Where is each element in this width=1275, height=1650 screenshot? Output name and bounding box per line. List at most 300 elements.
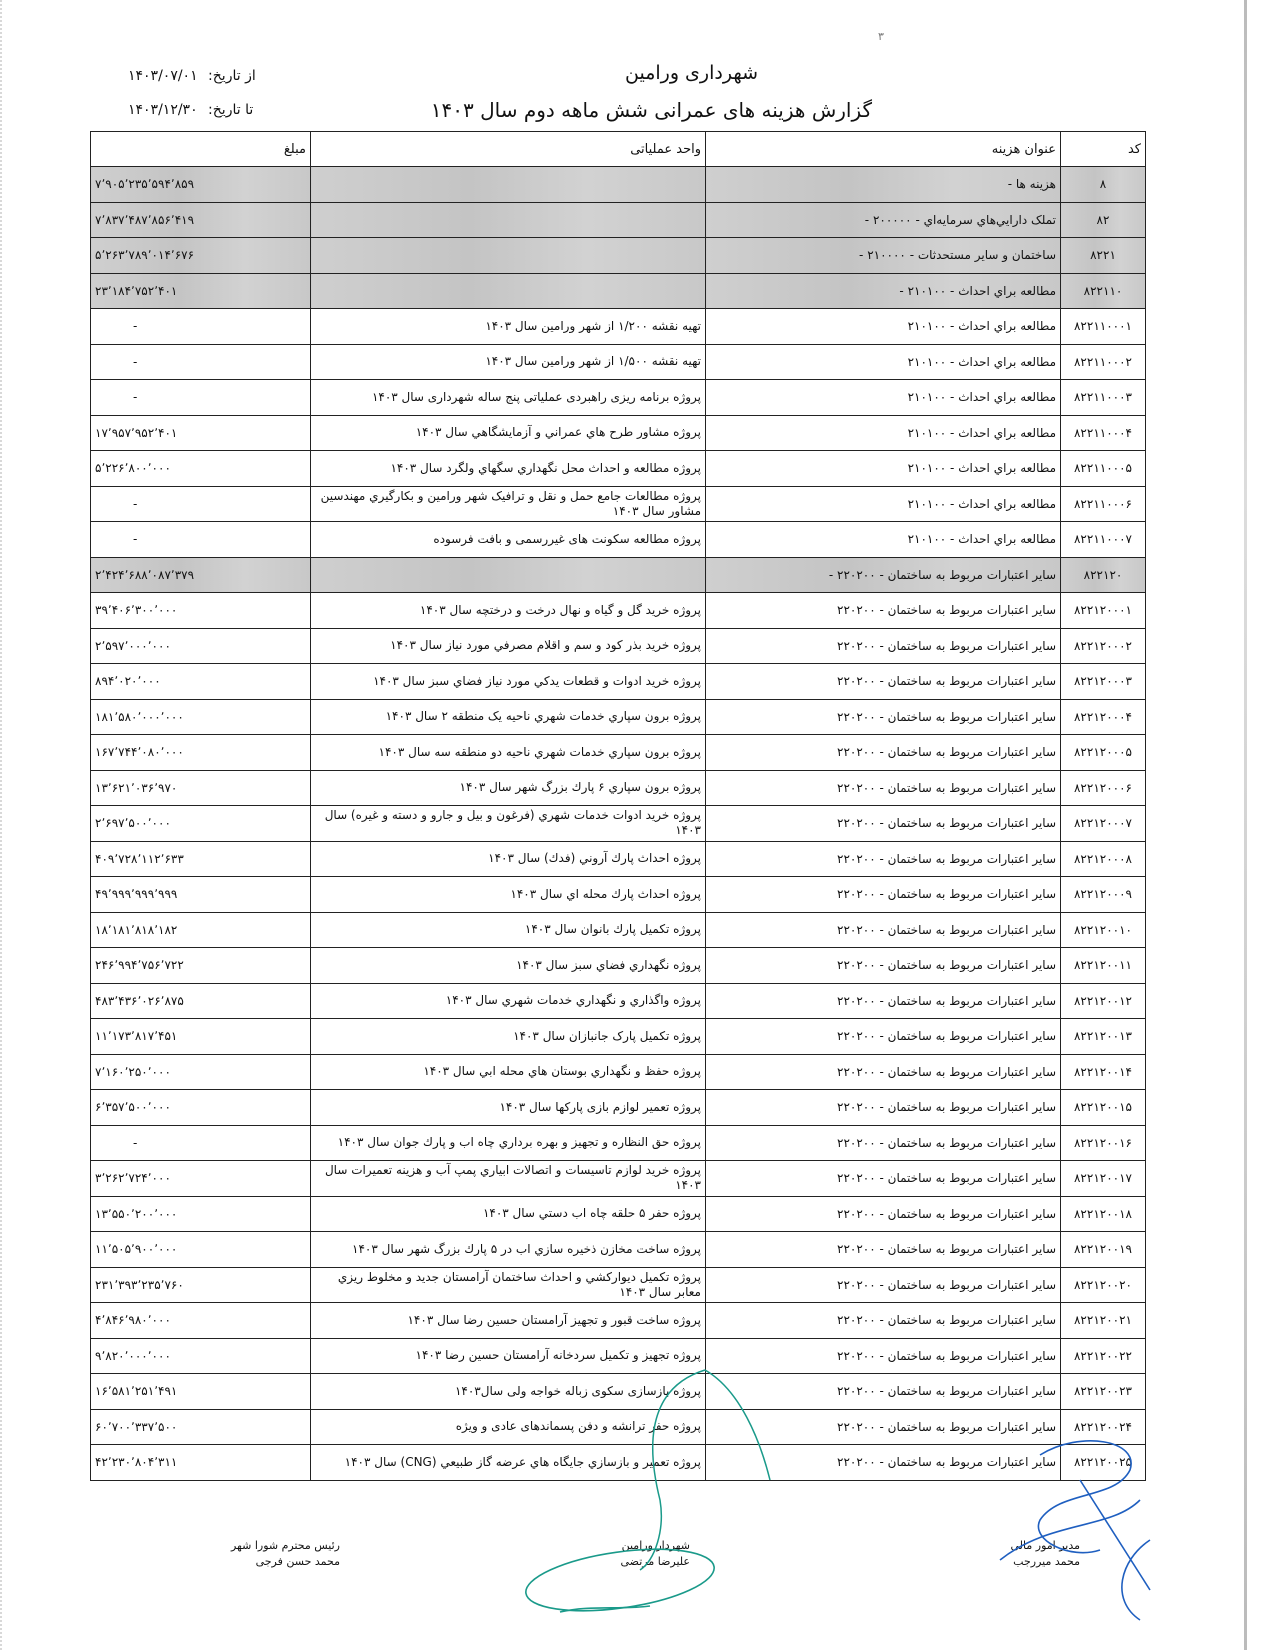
cell-code-text: ۸۲۲۱۲۰۰۰۴ [1073, 709, 1132, 724]
cell-title [706, 983, 1061, 1019]
cell-amount-text: ۵٬۲۶۳٬۷۸۹٬۰۱۴٬۶۷۶ [95, 248, 195, 263]
table-row [91, 1125, 1146, 1161]
cell-title-text: مطالعه براي احداث - ۲۱۰۱۰۰ [907, 425, 1056, 440]
cell-amount [91, 1125, 311, 1161]
cell-amount [91, 841, 311, 877]
cell-code-text: ۸۲۲۱۱۰۰۰۵ [1073, 461, 1132, 476]
cell-amount-text: ۱۳٬۵۵۰٬۲۰۰٬۰۰۰ [95, 1206, 178, 1221]
table-row [91, 1090, 1146, 1126]
cell-unit-text: پروژه خريد لوازم تاسيسات و اتصالات ابياري پمپ آب و هزينه تعميرات سال ۱۴۰۳ [324, 1163, 701, 1193]
cell-code-text: ۸۲۲۱۲۰۰۲۵ [1073, 1455, 1132, 1470]
cell-amount-text: ۱۶۷٬۷۴۴٬۰۸۰٬۰۰۰ [95, 745, 184, 760]
cell-amount-text: - [133, 354, 138, 369]
cell-unit [311, 238, 706, 274]
cell-code-text: ۸۲۲۱۲۰۰۱۴ [1073, 1064, 1132, 1079]
cell-unit-text: پروژه مشاور طرح هاي عمراني و آزمايشگاهي سال ۱۴۰۳ [415, 425, 701, 440]
cell-title-text: ساير اعتبارات مربوط به ساختمان - ۲۲۰۲۰۰ [837, 674, 1056, 689]
table-row [91, 1374, 1146, 1410]
cell-title [706, 1303, 1061, 1339]
cell-title [706, 202, 1061, 238]
cell-code [1061, 167, 1146, 203]
cell-amount [91, 557, 311, 593]
cell-code [1061, 1161, 1146, 1197]
page-number-mark: ۳ [878, 30, 884, 43]
cell-amount-text: - [133, 496, 138, 511]
cell-amount-text: - [133, 532, 138, 547]
cell-code [1061, 1054, 1146, 1090]
cell-unit [311, 806, 706, 842]
cell-amount [91, 344, 311, 380]
cell-amount-text: ۵٬۲۲۶٬۸۰۰٬۰۰۰ [95, 461, 171, 476]
cell-amount [91, 486, 311, 522]
cell-amount [91, 1196, 311, 1232]
cell-code [1061, 344, 1146, 380]
cell-code-text: ۸۲۲۱۲۰۰۰۸ [1073, 851, 1132, 866]
table-row [91, 948, 1146, 984]
cell-unit-text: پروژه مطالعه سکونت های غیررسمی و بافت فرسوده [433, 531, 701, 546]
signature-mayor [620, 1538, 690, 1570]
cell-unit-text: تهیه نقشه ۱/۵۰۰ از شهر ورامین سال ۱۴۰۳ [485, 354, 701, 369]
cell-title [706, 238, 1061, 274]
cell-title [706, 664, 1061, 700]
cell-code-text: ۸۲۲۱ [1090, 248, 1116, 263]
table-row [91, 451, 1146, 487]
signature-role: رئیس محترم شورا شهر [230, 1539, 340, 1552]
cell-title [706, 1338, 1061, 1374]
cell-code [1061, 593, 1146, 629]
cell-amount [91, 522, 311, 558]
cell-title [706, 841, 1061, 877]
cell-code [1061, 238, 1146, 274]
cell-code-text: ۸۲۲۱۲۰۰۱۶ [1073, 1135, 1132, 1150]
cell-code [1061, 415, 1146, 451]
cell-unit [311, 699, 706, 735]
cell-unit-text: پروژه تعمير و بازسازي جايگاه هاي عرضه گاز طبيعي (CNG) سال ۱۴۰۳ [344, 1454, 701, 1469]
cell-amount [91, 877, 311, 913]
cell-unit [311, 948, 706, 984]
table-row [91, 841, 1146, 877]
cell-amount-text: ۱۷٬۹۵۷٬۹۵۲٬۴۰۱ [95, 425, 178, 440]
cell-title-text: ساير اعتبارات مربوط به ساختمان - ۲۲۰۲۰۰ [837, 993, 1056, 1008]
cell-code [1061, 664, 1146, 700]
table-row [91, 1196, 1146, 1232]
cell-amount [91, 983, 311, 1019]
cell-amount-text: ۱۱٬۵۰۵٬۹۰۰٬۰۰۰ [95, 1242, 178, 1257]
column-header-code: کد [1061, 132, 1146, 167]
table-group-row [91, 557, 1146, 593]
cell-unit [311, 486, 706, 522]
cell-unit-text: پروژه خريد گل و گياه و نهال درخت و درختچه سال ۱۴۰۳ [419, 602, 701, 617]
cell-code-text: ۸۲۲۱۲۰۰۰۱ [1073, 603, 1132, 618]
cell-title-text: هزینه ها - [1007, 177, 1056, 192]
cell-code-text: ۸۲۲۱۲۰۰۲۰ [1073, 1277, 1132, 1292]
cell-code-text: ۸۲۲۱۲۰۰۰۵ [1073, 745, 1132, 760]
cell-amount [91, 1090, 311, 1126]
cell-title-text: ساير اعتبارات مربوط به ساختمان - ۲۲۰۲۰۰ [837, 816, 1056, 831]
cell-code [1061, 1267, 1146, 1303]
cell-amount [91, 451, 311, 487]
cell-amount-text: ۱۶٬۵۸۱٬۲۵۱٬۴۹۱ [95, 1384, 178, 1399]
cell-unit [311, 1232, 706, 1268]
table-row [91, 877, 1146, 913]
cell-code [1061, 309, 1146, 345]
cell-unit-text: پروژه بازسازی سکوی زباله خواجه ولی سال۱۴۰۳ [454, 1383, 701, 1398]
cell-title-text: ساير اعتبارات مربوط به ساختمان - ۲۲۰۲۰۰ [837, 1206, 1056, 1221]
cell-unit [311, 1161, 706, 1197]
cell-amount [91, 309, 311, 345]
cell-code-text: ۸۲۲۱۲۰۰۱۱ [1073, 958, 1132, 973]
cell-code [1061, 1338, 1146, 1374]
table-row [91, 628, 1146, 664]
cell-unit [311, 202, 706, 238]
cell-title [706, 1374, 1061, 1410]
cell-title [706, 1125, 1061, 1161]
date-to-label: تا تاریخ: [208, 102, 254, 118]
cell-unit-text: پروژه مطالعه و احداث محل نگهداري سگهاي ولگرد سال ۱۴۰۳ [390, 460, 701, 475]
cell-code-text: ۸۲۲۱۲۰۰۰۷ [1073, 816, 1132, 831]
signature-name: محمد میررجب [1013, 1555, 1080, 1568]
cell-code [1061, 1303, 1146, 1339]
table-row [91, 415, 1146, 451]
cell-title [706, 486, 1061, 522]
cell-code-text: ۸۲۲۱۲۰۰۱۳ [1073, 1029, 1132, 1044]
cell-amount [91, 1267, 311, 1303]
cell-title-text: ساير اعتبارات مربوط به ساختمان - ۲۲۰۲۰۰ [837, 1171, 1056, 1186]
cell-unit-text: پروژه تعمير لوازم بازی پارکها سال ۱۴۰۳ [499, 1099, 701, 1114]
table-row [91, 309, 1146, 345]
cell-amount [91, 1054, 311, 1090]
cell-code-text: ۸۲۲۱۱۰۰۰۱ [1073, 319, 1132, 334]
cell-amount-text: ۱۱٬۱۷۳٬۸۱۷٬۴۵۱ [95, 1029, 178, 1044]
cell-code [1061, 522, 1146, 558]
cell-amount [91, 238, 311, 274]
cell-title-text: ساير اعتبارات مربوط به ساختمان - ۲۲۰۲۰۰ [837, 638, 1056, 653]
cell-code-text: ۸۲۲۱۲۰۰۱۷ [1073, 1171, 1132, 1186]
cell-unit [311, 273, 706, 309]
cell-unit [311, 1125, 706, 1161]
cell-unit [311, 1374, 706, 1410]
cell-amount-text: ۲٬۶۹۷٬۵۰۰٬۰۰۰ [95, 816, 171, 831]
cell-amount-text: ۴۲٬۲۳۰٬۸۰۴٬۳۱۱ [95, 1455, 178, 1470]
cell-amount [91, 1374, 311, 1410]
cell-title-text: تملک دارايي‌هاي سرمايه‌اي - ۲۰۰۰۰۰ - [864, 212, 1056, 227]
table-row [91, 1303, 1146, 1339]
cell-unit [311, 380, 706, 416]
cell-title [706, 1232, 1061, 1268]
cell-code [1061, 202, 1146, 238]
cell-amount [91, 202, 311, 238]
cell-title-text: ساختمان و ساير مستحدثات - ۲۱۰۰۰۰ - [859, 248, 1056, 263]
table-row [91, 1445, 1146, 1481]
cell-unit [311, 1303, 706, 1339]
cell-unit [311, 557, 706, 593]
cell-unit [311, 1445, 706, 1481]
cell-title [706, 273, 1061, 309]
cell-amount [91, 1409, 311, 1445]
cell-code-text: ۸۲۲۱۲۰۰۱۸ [1073, 1206, 1132, 1221]
cell-title [706, 593, 1061, 629]
table-group-row [91, 238, 1146, 274]
cell-amount-text: - [133, 1135, 138, 1150]
cell-unit-text: پروژه احداث پارك محله اي سال ۱۴۰۳ [510, 886, 701, 901]
table-group-row [91, 167, 1146, 203]
cell-unit-text: پروژه حفظ و نگهداري بوستان هاي محله ابي سال ۱۴۰۳ [423, 1064, 701, 1079]
cell-title-text: مطالعه براي احداث - ۲۱۰۱۰۰ - [899, 283, 1056, 298]
date-from-value: ۱۴۰۳/۰۷/۰۱ [128, 68, 198, 84]
cell-title [706, 1161, 1061, 1197]
cell-unit-text: پروژه تجهیز و تکمیل سردخانه آرامستان حسین رضا ۱۴۰۳ [415, 1348, 701, 1363]
cell-amount-text: ۲۳۱٬۳۹۳٬۲۳۵٬۷۶۰ [95, 1277, 184, 1292]
cell-code-text: ۸۲۲۱۱۰۰۰۷ [1073, 532, 1132, 547]
cell-code [1061, 1374, 1146, 1410]
cell-unit-text: پروژه خريد ادوات خدمات شهري (فرغون و بيل و جارو و دسته و غيره) سال ۱۴۰۳ [324, 808, 701, 838]
cell-title-text: ساير اعتبارات مربوط به ساختمان - ۲۲۰۲۰۰ [837, 887, 1056, 902]
cell-code [1061, 948, 1146, 984]
cell-unit [311, 983, 706, 1019]
table-row [91, 1019, 1146, 1055]
cell-amount [91, 273, 311, 309]
cell-title-text: مطالعه براي احداث - ۲۱۰۱۰۰ [907, 532, 1056, 547]
cell-unit-text: پروژه احداث پارك آروني (فدك) سال ۱۴۰۳ [488, 851, 701, 866]
cell-code-text: ۸۲۲۱۲۰۰۲۲ [1073, 1348, 1132, 1363]
cell-code [1061, 770, 1146, 806]
cell-title [706, 735, 1061, 771]
cell-title [706, 451, 1061, 487]
signature-council-head [231, 1538, 340, 1570]
cell-title-text: ساير اعتبارات مربوط به ساختمان - ۲۲۰۲۰۰ [837, 851, 1056, 866]
cell-title [706, 557, 1061, 593]
table-body [91, 167, 1146, 1481]
cell-code [1061, 273, 1146, 309]
date-to [128, 102, 253, 118]
cell-code [1061, 1196, 1146, 1232]
cell-unit-text: تهیه نقشه ۱/۲۰۰ از شهر ورامین سال ۱۴۰۳ [485, 318, 701, 333]
cell-unit [311, 770, 706, 806]
cell-title-text: ساير اعتبارات مربوط به ساختمان - ۲۲۰۲۰۰ [837, 922, 1056, 937]
cell-amount-text: ۱۸٬۱۸۱٬۸۱۸٬۱۸۲ [95, 922, 178, 937]
table-row [91, 380, 1146, 416]
cell-title [706, 770, 1061, 806]
table-group-row [91, 273, 1146, 309]
cell-unit-text: پروژه تكميل ديواركشي و احداث ساختمان آرامستان جديد و مخلوط ريزي معابر سال ۱۴۰۳ [337, 1269, 701, 1299]
cell-title [706, 699, 1061, 735]
scan-edge-shadow [1244, 0, 1247, 1650]
cell-unit [311, 309, 706, 345]
cell-title [706, 1019, 1061, 1055]
cell-title-text: ساير اعتبارات مربوط به ساختمان - ۲۲۰۲۰۰ [837, 1455, 1056, 1470]
cell-code-text: ۸۲۲۱۲۰۰۱۵ [1073, 1100, 1132, 1115]
cell-code-text: ۸۲۲۱۲۰۰۱۰ [1073, 922, 1132, 937]
cell-amount [91, 1232, 311, 1268]
cell-code [1061, 451, 1146, 487]
cell-unit [311, 522, 706, 558]
cell-code-text: ۸۲۲۱۲۰۰۰۶ [1073, 780, 1132, 795]
cell-code-text: ۸۲۲۱۱۰۰۰۳ [1073, 390, 1132, 405]
cell-title [706, 380, 1061, 416]
cell-unit [311, 344, 706, 380]
cell-unit-text: پروژه برون سپاري ۶ پارك بزرگ شهر سال ۱۴۰۳ [459, 780, 701, 795]
signature-name: علیرضا مرتضی [620, 1555, 690, 1568]
report-header [90, 58, 1150, 128]
cell-unit-text: پروژه خريد ادوات و قطعات يدكي مورد نياز فضاي سبز سال ۱۴۰۳ [373, 673, 701, 688]
cell-title [706, 1196, 1061, 1232]
cell-amount [91, 806, 311, 842]
cell-code [1061, 806, 1146, 842]
cell-code [1061, 1445, 1146, 1481]
cell-title [706, 415, 1061, 451]
cell-amount-text: ۴۸۳٬۴۳۶٬۰۲۶٬۸۷۵ [95, 993, 184, 1008]
cell-code [1061, 841, 1146, 877]
cell-code [1061, 735, 1146, 771]
cell-title-text: مطالعه براي احداث - ۲۱۰۱۰۰ [907, 496, 1056, 511]
cell-unit-text: پروژه مطالعات جامع حمل و نقل و ترافیک شهر ورامین و بکارگيري مهندسين مشاور سال ۱۴۰۳ [320, 488, 701, 518]
cell-amount-text: ۱۸۱٬۵۸۰٬۰۰۰٬۰۰۰ [95, 709, 184, 724]
cell-title-text: مطالعه براي احداث - ۲۱۰۱۰۰ [907, 390, 1056, 405]
cell-code-text: ۸۲۲۱۲۰۰۱۹ [1073, 1242, 1132, 1257]
cell-unit [311, 1267, 706, 1303]
cell-code-text: ۸۲۲۱۲۰۰۰۳ [1073, 674, 1132, 689]
cell-unit [311, 167, 706, 203]
cell-code-text: ۸۲۲۱۱۰ [1083, 283, 1123, 298]
cell-title-text: مطالعه براي احداث - ۲۱۰۱۰۰ [907, 461, 1056, 476]
cell-unit-text: پروژه ساخت قبور و تجهیز آرامستان حسین رضا سال ۱۴۰۳ [407, 1312, 701, 1327]
cell-amount [91, 593, 311, 629]
cell-amount-text: - [133, 390, 138, 405]
signature-block [90, 1538, 1150, 1598]
cell-amount-text: - [133, 319, 138, 334]
cell-amount-text: ۶٬۳۵۷٬۵۰۰٬۰۰۰ [95, 1100, 171, 1115]
signature-finance-manager [1011, 1538, 1081, 1570]
cell-code [1061, 380, 1146, 416]
cell-title [706, 1445, 1061, 1481]
cell-unit [311, 1054, 706, 1090]
column-header-title: عنوان هزینه [706, 132, 1061, 167]
cell-title [706, 948, 1061, 984]
cell-title-text: ساير اعتبارات مربوط به ساختمان - ۲۲۰۲۰۰ [837, 1348, 1056, 1363]
cell-title-text: ساير اعتبارات مربوط به ساختمان - ۲۲۰۲۰۰ [837, 1064, 1056, 1079]
cell-title-text: ساير اعتبارات مربوط به ساختمان - ۲۲۰۲۰۰ [837, 1242, 1056, 1257]
cell-title [706, 877, 1061, 913]
cell-amount-text: ۲۳٬۱۸۴٬۷۵۲٬۴۰۱ [95, 283, 178, 298]
cell-title [706, 1409, 1061, 1445]
cell-code [1061, 628, 1146, 664]
cell-amount [91, 415, 311, 451]
table-row [91, 912, 1146, 948]
cell-code-text: ۸۲۲۱۲۰۰۰۹ [1073, 887, 1132, 902]
cell-code [1061, 1409, 1146, 1445]
cell-code-text: ۸۲۲۱۲۰۰۱۲ [1073, 993, 1132, 1008]
table-row [91, 735, 1146, 771]
cell-unit [311, 628, 706, 664]
cell-title-text: ساير اعتبارات مربوط به ساختمان - ۲۲۰۲۰۰ [837, 1029, 1056, 1044]
cell-code [1061, 912, 1146, 948]
cell-amount [91, 664, 311, 700]
cell-title-text: ساير اعتبارات مربوط به ساختمان - ۲۲۰۲۰۰ [837, 1100, 1056, 1115]
report-title: گزارش هزینه های عمرانی شش ماهه دوم سال ۱۴۰۳ [430, 98, 872, 122]
cell-title [706, 344, 1061, 380]
cell-code-text: ۸۲۲۱۲۰۰۲۱ [1073, 1313, 1132, 1328]
cell-title [706, 912, 1061, 948]
cell-amount [91, 912, 311, 948]
cell-unit [311, 841, 706, 877]
table-row [91, 664, 1146, 700]
cell-unit [311, 877, 706, 913]
cell-title-text: ساير اعتبارات مربوط به ساختمان - ۲۲۰۲۰۰ [837, 1419, 1056, 1434]
cell-title [706, 309, 1061, 345]
cell-amount-text: ۸۹۴٬۰۲۰٬۰۰۰ [95, 674, 161, 689]
table-header-row [91, 132, 1146, 167]
table-row [91, 983, 1146, 1019]
cell-amount [91, 1161, 311, 1197]
table-row [91, 344, 1146, 380]
cell-amount-text: ۴۹٬۹۹۹٬۹۹۹٬۹۹۹ [95, 887, 178, 902]
cell-amount [91, 167, 311, 203]
cell-title [706, 628, 1061, 664]
cell-title [706, 806, 1061, 842]
cell-amount [91, 770, 311, 806]
table-row [91, 1409, 1146, 1445]
cell-amount [91, 628, 311, 664]
cell-amount [91, 1019, 311, 1055]
cell-unit [311, 1090, 706, 1126]
cell-unit-text: پروژه ساخت مخازن ذخيره سازي اب در ۵ پارك بزرگ شهر سال ۱۴۰۳ [352, 1241, 701, 1256]
table-row [91, 593, 1146, 629]
cell-amount-text: ۲٬۴۲۴٬۶۸۸٬۰۸۷٬۳۷۹ [95, 567, 195, 582]
cell-code [1061, 877, 1146, 913]
cell-title-text: مطالعه براي احداث - ۲۱۰۱۰۰ [907, 319, 1056, 334]
cell-amount-text: ۴۰۹٬۷۲۸٬۱۱۲٬۶۳۳ [95, 851, 184, 866]
cell-unit [311, 415, 706, 451]
cell-code-text: ۸۲۲۱۲۰۰۲۳ [1073, 1384, 1132, 1399]
cell-unit-text: پروژه حفر ترانشه و دفن پسماندهای عادی و ویژه [455, 1419, 701, 1434]
cell-code-text: ۸ [1099, 177, 1107, 192]
date-from-label: از تاریخ: [208, 68, 256, 84]
cell-amount [91, 699, 311, 735]
cell-code-text: ۸۲ [1096, 212, 1110, 227]
expense-table [90, 131, 1146, 1481]
table-group-row [91, 202, 1146, 238]
cell-unit [311, 1019, 706, 1055]
column-header-amount: مبلغ [91, 132, 311, 167]
cell-unit-text: پروژه تكميل پارك بانوان سال ۱۴۰۳ [524, 922, 701, 937]
column-header-unit: واحد عملیاتی [311, 132, 706, 167]
cell-title-text: ساير اعتبارات مربوط به ساختمان - ۲۲۰۲۰۰ [837, 709, 1056, 724]
cell-code [1061, 699, 1146, 735]
cell-code-text: ۸۲۲۱۲۰۰۰۲ [1073, 638, 1132, 653]
table-row [91, 1161, 1146, 1197]
cell-title-text: ساير اعتبارات مربوط به ساختمان - ۲۲۰۲۰۰ - [828, 567, 1056, 582]
cell-title-text: ساير اعتبارات مربوط به ساختمان - ۲۲۰۲۰۰ [837, 603, 1056, 618]
cell-unit [311, 593, 706, 629]
table-row [91, 699, 1146, 735]
cell-amount-text: ۹٬۸۲۰٬۰۰۰٬۰۰۰ [95, 1348, 171, 1363]
table-row [91, 1267, 1146, 1303]
table-row [91, 486, 1146, 522]
cell-title [706, 1267, 1061, 1303]
cell-code [1061, 486, 1146, 522]
cell-title-text: ساير اعتبارات مربوط به ساختمان - ۲۲۰۲۰۰ [837, 780, 1056, 795]
cell-amount-text: ۳۹٬۴۰۶٬۳۰۰٬۰۰۰ [95, 603, 178, 618]
cell-amount-text: ۶۰٬۷۰۰٬۳۳۷٬۵۰۰ [95, 1419, 178, 1434]
cell-amount-text: ۷٬۸۳۷٬۴۸۷٬۸۵۶٬۴۱۹ [95, 212, 195, 227]
cell-title-text: ساير اعتبارات مربوط به ساختمان - ۲۲۰۲۰۰ [837, 1277, 1056, 1292]
cell-title [706, 1054, 1061, 1090]
table-row [91, 806, 1146, 842]
cell-code-text: ۸۲۲۱۱۰۰۰۴ [1073, 425, 1132, 440]
cell-unit-text: پروژه حفر ۵ حلقه چاه اب دستي سال ۱۴۰۳ [482, 1206, 701, 1221]
table-row [91, 522, 1146, 558]
cell-unit [311, 912, 706, 948]
